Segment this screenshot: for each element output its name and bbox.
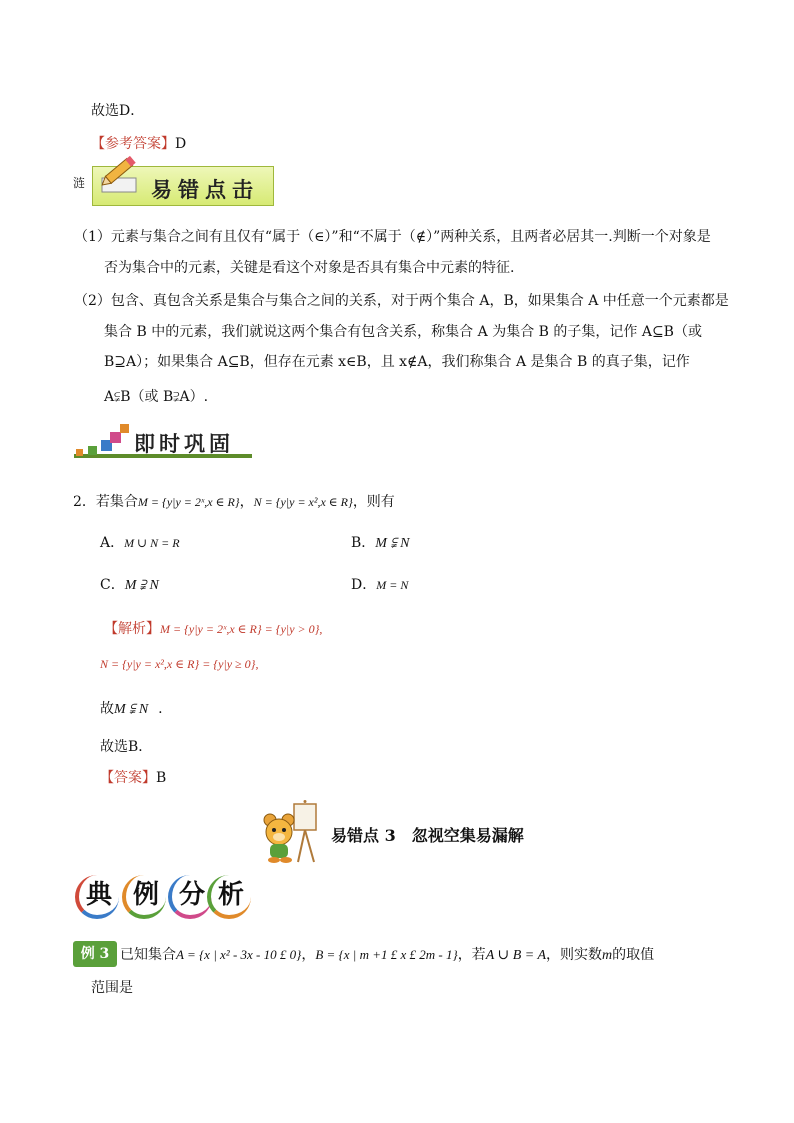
reference-answer-value: D <box>175 136 187 152</box>
answer-value: B <box>156 770 167 786</box>
option-c-label: C． <box>100 577 125 593</box>
example-line-2: 范围是 <box>91 980 133 996</box>
stray-char: 涟 <box>73 176 86 190</box>
point-2-line-1: （2）包含、真包含关系是集合与集合之间的关系，对于两个集合 A，B，如果集合 A 中任意一个元素都是 <box>74 293 729 309</box>
set-m-def: M = {y|y = 2ˣ,x ∈ R} <box>137 495 240 509</box>
answer-label: 【答案】 <box>100 770 156 786</box>
analysis-math-1: M = {y|y = 2ˣ,x ∈ R} = {y|y > 0}, <box>160 622 323 636</box>
option-b[interactable] <box>351 532 409 552</box>
option-d[interactable] <box>351 574 408 594</box>
conclusion-math: M ⫋ N <box>114 702 149 717</box>
point-2-line-2: 集合 B 中的元素，我们就说这两个集合有包含关系，称集合 A 为集合 B 的子集，记作 A⊆B（或 <box>104 324 702 340</box>
dianli-char-1: 典 <box>75 875 119 919</box>
example-text-b: ，若 <box>457 947 486 963</box>
choose-d-line: 故选D． <box>91 103 145 119</box>
square-deco-1 <box>76 449 83 456</box>
option-b-text: M ⫋ N <box>375 536 410 551</box>
dianli-char-4: 析 <box>207 875 251 919</box>
option-a-text: M ∪ N = R <box>124 536 180 550</box>
option-d-label: D． <box>351 577 377 593</box>
point-2-line-4: A⫋B（或 B⫌A）. <box>104 389 209 405</box>
choose-b-line: 故选B． <box>100 739 153 755</box>
conclusion-prefix: 故 <box>100 701 114 717</box>
dianli-char-3: 分 <box>168 875 212 919</box>
banner-jishi-title: 即时巩固 <box>134 431 234 456</box>
question-2-sep: ， <box>239 494 254 510</box>
option-c-text: M ⫌ N <box>124 578 159 593</box>
example-condition: A ∪ B = A <box>485 948 547 963</box>
square-deco-4 <box>110 432 121 443</box>
reference-answer-label: 【参考答案】 <box>91 136 175 152</box>
pencil-icon <box>96 150 144 196</box>
example-set-b: B = {x | m +1 £ x £ 2m - 1} <box>315 947 458 962</box>
bear-painter-icon <box>262 800 324 866</box>
analysis-label: 【解析】 <box>104 621 160 637</box>
analysis-line-2: N = {y|y = x²,x ∈ R} = {y|y ≥ 0}, <box>100 657 259 671</box>
example-text-d: 的取值 <box>612 947 655 963</box>
question-2-prefix: 2．若集合 <box>73 494 138 510</box>
option-b-label: B． <box>351 535 376 551</box>
example-badge: 例 3 <box>73 941 117 967</box>
point-2-line-3: B⊇A）；如果集合 A⊆B，但存在元素 x∈B，且 x∉A，我们称集合 A 是集合 B 的真子集，记作 <box>104 354 690 370</box>
example-line-1 <box>120 944 654 964</box>
point-1-line-2: 否为集合中的元素，关键是看这个对象是否具有集合中元素的特征. <box>104 260 515 276</box>
conclusion-end: . <box>158 701 163 717</box>
option-a[interactable] <box>100 532 180 552</box>
analysis-line-1 <box>104 618 322 638</box>
example-text-c: ，则实数 <box>546 947 603 963</box>
section-3-heading: 易错点 3 忽视空集易漏解 <box>331 826 524 845</box>
option-d-text: M = N <box>376 578 409 592</box>
option-c[interactable] <box>100 574 159 594</box>
question-2 <box>73 491 395 511</box>
question-2-suffix: ，则有 <box>352 494 395 510</box>
example-set-a: A = {x | x² - 3x - 10 £ 0} <box>176 947 302 962</box>
set-n-def: N = {y|y = x²,x ∈ R} <box>253 495 353 509</box>
example-m: m <box>602 948 613 963</box>
option-a-label: A． <box>100 535 125 551</box>
square-deco-5 <box>120 424 129 433</box>
banner-yicuo-title: 易错点击 <box>151 177 259 202</box>
conclusion-line <box>100 698 163 718</box>
answer-line <box>100 767 166 787</box>
example-sep: ， <box>301 947 316 963</box>
point-1-line-1: （1）元素与集合之间有且仅有“属于（∈）”和“不属于（∉）”两种关系，且两者必居其一.判断一个对象是 <box>74 229 711 245</box>
example-text-a: 已知集合 <box>120 947 176 963</box>
square-deco-2 <box>88 446 97 455</box>
dianli-char-2: 例 <box>122 875 166 919</box>
